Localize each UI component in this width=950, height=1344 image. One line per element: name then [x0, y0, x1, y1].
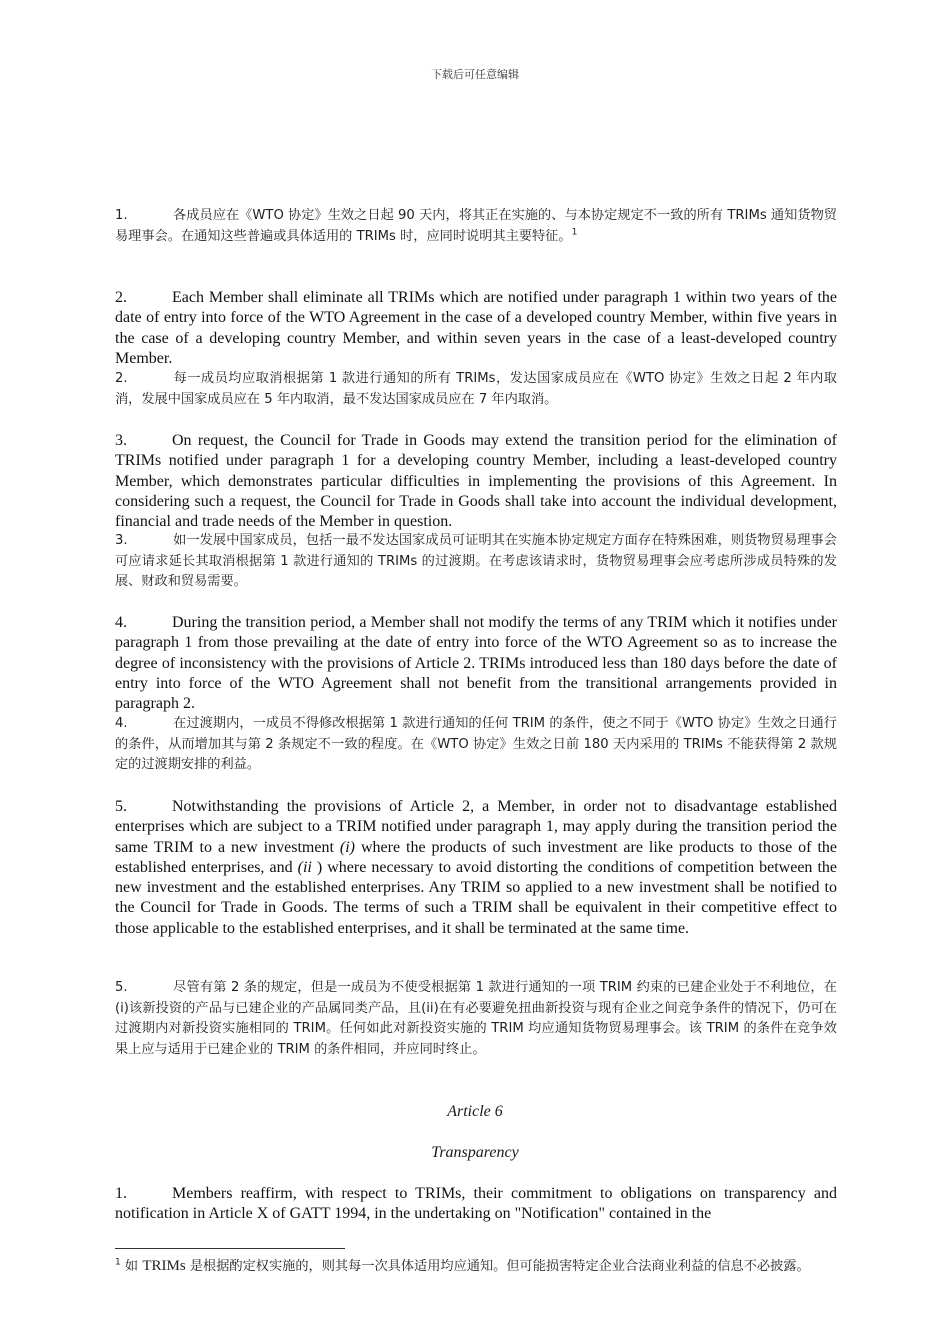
paragraph-text: During the transition period, a Member shall not modify the terms of any TRIM which it notifies under paragraph 1 from those prevailing at the date of entry into force of the WTO Agreement so as to increase the degree of inconsistency with the provisions of Article 2. TRIMs introduced less than 180 days before the date of entry into force of the WTO Agreement shall not benefit from the transitional arrangements provided in paragraph 2. [115, 614, 837, 713]
paragraph-2-en [115, 288, 837, 369]
paragraph-5-en [115, 797, 837, 939]
footnote-divider [115, 1248, 345, 1249]
paragraph-1-cn [115, 206, 837, 247]
paragraph-number: 2. [115, 371, 128, 386]
paragraph-text: 各成员应在《WTO 协定》生效之日起 90 天内，将其正在实施的、与本协定规定不一致的所有 TRIMs 通知货物贸易理事会。在通知这些普遍或具体适用的 TRIMs 时，应同时说明其主要特征。 [115, 208, 837, 244]
article-heading: Article 6 [447, 1103, 503, 1120]
paragraph-3-en [115, 431, 837, 532]
paragraph-text-part-a: Notwithstanding the provisions of Article 2, a Member, in order not to disadvantage established enterprises which are subject to a TRIM notified under paragraph 1, may apply during the transition period the same TRIM to a new investment [115, 798, 837, 856]
paragraph-number: 4. [115, 614, 127, 631]
paragraph-number: 3. [115, 533, 128, 548]
clause-ii-marker: (ii [297, 858, 312, 876]
paragraph-number: 5. [115, 798, 127, 815]
paragraph-text: Each Member shall eliminate all TRIMs which are notified under paragraph 1 within two years of the date of entry into force of the WTO Agreement in the case of a developed country Member, within five years in the case of a developing country Member, and within seven years in the case of a least-developed country Member. [115, 289, 837, 367]
footnote-trims-term: TRIMs [142, 1258, 186, 1274]
paragraph-text: Members reaffirm, with respect to TRIMs, their commitment to obligations on transparency and notification in Article X of GATT 1994, in the undertaking on "Notification" contained in the [115, 1185, 837, 1223]
footnote [115, 1256, 837, 1277]
paragraph-3-cn [115, 531, 837, 593]
paragraph-text: 尽管有第 2 条的规定，但是一成员为不使受根据第 1 款进行通知的一项 TRIM 约束的已建企业处于不利地位，在(i)该新投资的产品与已建企业的产品属同类产品，且(ii)在有必要避免扭曲新投资与现有企业之间竞争条件的情况下，仍可在过渡期内对新投资实施相同的 TRIM。任何如此对新投资实施的 TRIM 均应通知货物贸易理事会。该 TRIM 的条件在竞争效果上应与适用于已建企业的 TRIM 的条件相同，并应同时终止。 [115, 980, 837, 1057]
paragraph-text-part-c: ) where necessary to avoid distorting the conditions of competition between the new investment and the established enterprises. Any TRIM so applied to a new investment shall be notified to the Council for Trade in Goods. The terms of such a TRIM shall be equivalent in their competitive effect to those applicable to the established enterprises, and it shall be terminated at the same time. [115, 858, 838, 937]
paragraph-number: 5. [115, 980, 128, 995]
footnote-text-a: 如 [120, 1259, 143, 1274]
paragraph-text: 如一发展中国家成员，包括一最不发达国家成员可证明其在实施本协定规定方面存在特殊困难，则货物贸易理事会可应请求延长其取消根据第 1 款进行通知的 TRIMs 的过渡期。在考虑该请求时，货物贸易理事会应考虑所涉成员特殊的发展、财政和贸易需要。 [115, 533, 837, 589]
footnote-reference[interactable]: 1 [571, 227, 578, 238]
paragraph-number: 2. [115, 289, 127, 306]
footnote-text-b: 是根据酌定权实施的，则其每一次具体适用均应通知。但可能损害特定企业合法商业利益的信息不必披露。 [185, 1259, 810, 1274]
paragraph-number: 4. [115, 716, 128, 731]
paragraph-text: On request, the Council for Trade in Goods may extend the transition period for the elimination of TRIMs notified under paragraph 1 for a developing country Member, including a least-developed country Member, which demonstrates particular difficulties in implementing the provisions of this Agreement. In considering such a request, the Council for Trade in Goods shall take into account the individual development, financial and trade needs of the Member in question. [115, 432, 837, 531]
paragraph-text-part-b: where the products of such investment are like products to those of the established enterprises, and [115, 838, 838, 876]
paragraph-4-en [115, 613, 837, 714]
paragraph-text: 每一成员均应取消根据第 1 款进行通知的所有 TRIMs，发达国家成员应在《WTO 协定》生效之日起 2 年内取消，发展中国家成员应在 5 年内取消，最不发达国家成员应在 7 年内取消。 [115, 371, 837, 407]
article-subheading: Transparency [431, 1144, 519, 1161]
article-6-paragraph-1-en [115, 1184, 837, 1225]
paragraph-text: 在过渡期内，一成员不得修改根据第 1 款进行通知的任何 TRIM 的条件，使之不同于《WTO 协定》生效之日通行的条件，从而增加其与第 2 条规定不一致的程度。在《WTO 协定》生效之日前 180 天内采用的 TRIMs 不能获得第 2 款规定的过渡期安排的利益。 [115, 716, 837, 772]
paragraph-5-cn [115, 978, 837, 1060]
paragraph-2-cn [115, 369, 837, 410]
paragraph-number: 1. [115, 208, 128, 223]
footnote-marker: 1 [115, 1257, 121, 1268]
paragraph-number: 1. [115, 1185, 127, 1202]
paragraph-number: 3. [115, 432, 127, 449]
page-header-watermark: 下载后可任意编辑 [431, 68, 519, 81]
clause-i-marker: (i) [339, 838, 355, 856]
paragraph-4-cn [115, 714, 837, 776]
